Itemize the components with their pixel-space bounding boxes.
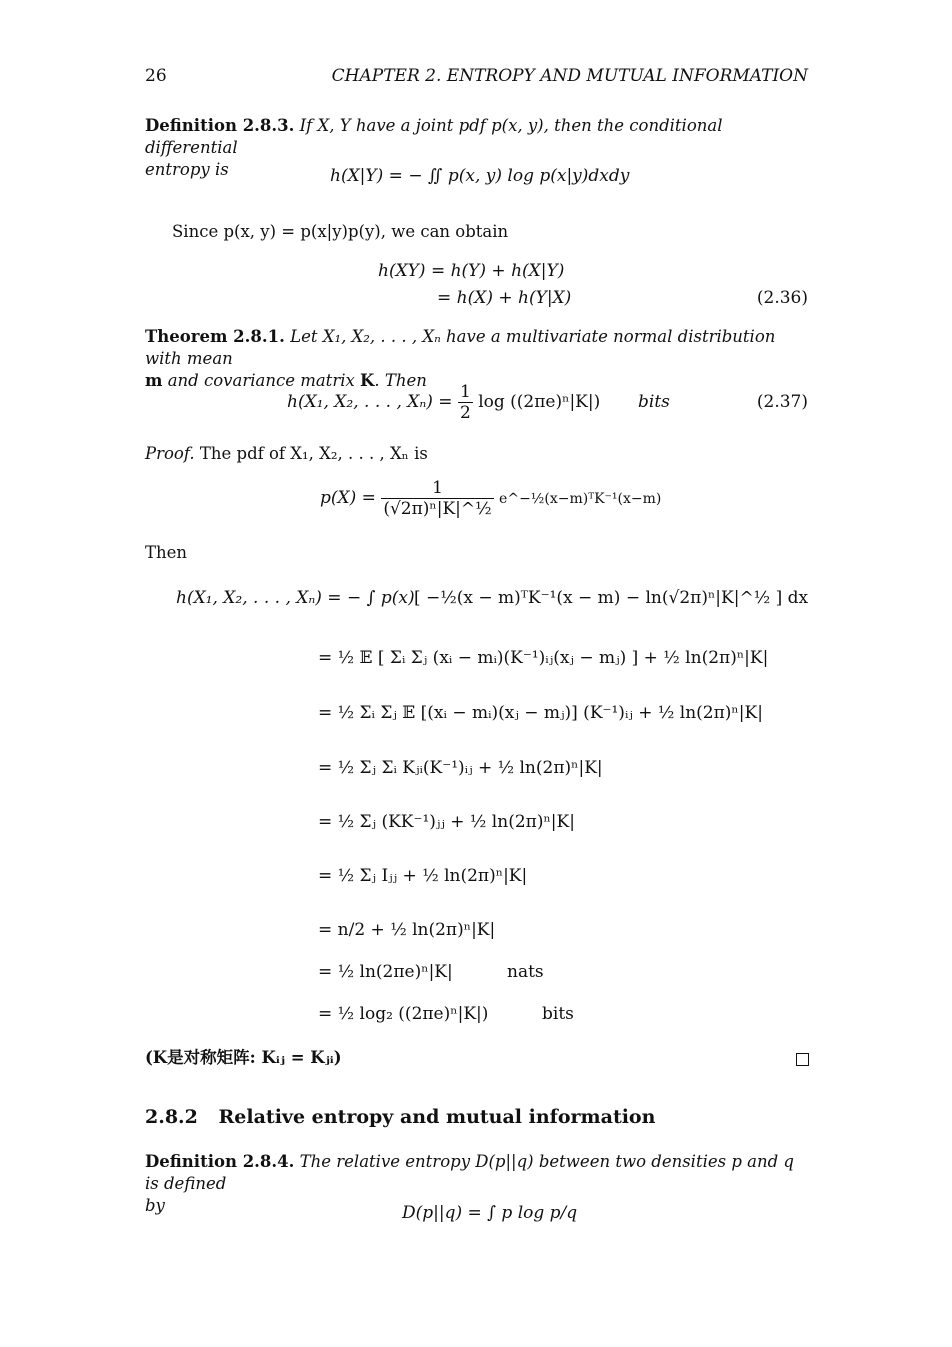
- section-number: 2.8.2: [145, 1106, 198, 1128]
- derivation-line-8: = ½ log₂ ((2πe)ⁿ|K|): [318, 1004, 489, 1024]
- section-heading: [145, 1106, 655, 1128]
- derivation-line-0: [ −½(x − m)ᵀK⁻¹(x − m) − ln(√2π)ⁿ|K|^½ ] dx: [414, 588, 809, 608]
- definition-label: Definition 2.8.4.: [145, 1152, 295, 1171]
- derivation-line-5: = ½ Σⱼ Iⱼⱼ + ½ ln(2π)ⁿ|K|: [318, 866, 528, 886]
- pdf-exponential: e^−½(x−m)ᵀK⁻¹(x−m): [499, 491, 662, 507]
- equation-number-2-36: (2.36): [756, 288, 808, 308]
- derivation-lhs: h(X₁, X₂, . . . , Xₙ) = − ∫ p(x): [176, 588, 415, 608]
- symmetric-matrix-note: (K是对称矩阵: Kᵢⱼ = Kⱼᵢ): [145, 1048, 342, 1067]
- page-number: 26: [145, 66, 167, 86]
- definition-text: If X, Y have a joint pdf p(x, y), then the conditional differential: [145, 116, 723, 157]
- equation-number-2-37: (2.37): [756, 392, 808, 412]
- section-title: Relative entropy and mutual information: [218, 1106, 656, 1128]
- covariance-symbol: K: [360, 371, 375, 390]
- nats-unit: nats: [507, 962, 544, 982]
- theorem-label: Theorem 2.8.1.: [145, 327, 285, 346]
- proof-intro: [145, 443, 428, 465]
- chain-rule-line-2: = h(X) + h(Y|X): [437, 288, 572, 308]
- conditional-entropy-formula: h(X|Y) = − ∬ p(x, y) log p(x|y)dxdy: [330, 166, 630, 186]
- derivation-line-7: = ½ ln(2πe)ⁿ|K|: [318, 962, 453, 982]
- relative-entropy-formula: D(p||q) = ∫ p log p/q: [402, 1203, 578, 1223]
- theorem-text: Let X₁, X₂, . . . , Xₙ have a multivariate normal distribution with mean: [145, 327, 776, 368]
- proof-text: The pdf of X₁, X₂, . . . , Xₙ is: [199, 444, 428, 463]
- pdf-normalizer: $\frac{1}{\text{(√2π)ⁿ|K|\textasciicircum{}½}}$: [383, 478, 492, 519]
- pdf-lhs: p(X) =: [320, 488, 376, 508]
- mean-symbol: m: [145, 371, 163, 390]
- derivation-line-1: = ½ 𝔼 [ Σᵢ Σⱼ (xᵢ − mᵢ)(K⁻¹)ᵢⱼ(xⱼ − mⱼ) ] + ½ ln(2π)ⁿ|K|: [318, 648, 769, 668]
- chain-rule-line-1: h(XY) = h(Y) + h(X|Y): [378, 261, 565, 281]
- derivation-line-2: = ½ Σᵢ Σⱼ 𝔼 [(xᵢ − mᵢ)(xⱼ − mⱼ)] (K⁻¹)ᵢⱼ + ½ ln(2π)ⁿ|K|: [318, 703, 763, 723]
- theorem-text-cont: and covariance matrix: [167, 371, 355, 390]
- definition-text: The relative entropy D(p||q) between two densities p and q is defined: [145, 1152, 794, 1193]
- pdf-formula: [320, 478, 661, 519]
- bits-unit-final: bits: [542, 1004, 574, 1024]
- formula-rhs: log ((2πe)ⁿ|K|): [478, 392, 601, 412]
- proof-label: Proof.: [145, 444, 195, 463]
- theorem-text-end: . Then: [374, 371, 427, 390]
- then-word: Then: [145, 543, 188, 562]
- one-half-fraction: $\frac{1}{2}$: [459, 382, 471, 423]
- running-title: CHAPTER 2. ENTROPY AND MUTUAL INFORMATION: [331, 66, 808, 86]
- derivation-line-3: = ½ Σⱼ Σᵢ Kⱼᵢ(K⁻¹)ᵢⱼ + ½ ln(2π)ⁿ|K|: [318, 758, 603, 778]
- bits-unit: bits: [638, 392, 670, 412]
- definition-label: Definition 2.8.3.: [145, 116, 295, 135]
- formula-lhs: h(X₁, X₂, . . . , Xₙ) =: [287, 392, 453, 412]
- gaussian-entropy-formula: [287, 382, 600, 423]
- derivation-line-4: = ½ Σⱼ (KK⁻¹)ⱼⱼ + ½ ln(2π)ⁿ|K|: [318, 812, 575, 832]
- derivation-line-6: = n/2 + ½ ln(2π)ⁿ|K|: [318, 920, 496, 940]
- definition-text-cont: by: [145, 1196, 165, 1215]
- definition-text-cont: entropy is: [145, 160, 229, 179]
- since-sentence: Since p(x, y) = p(x|y)p(y), we can obtain: [172, 222, 509, 241]
- qed-square-icon: [796, 1053, 809, 1066]
